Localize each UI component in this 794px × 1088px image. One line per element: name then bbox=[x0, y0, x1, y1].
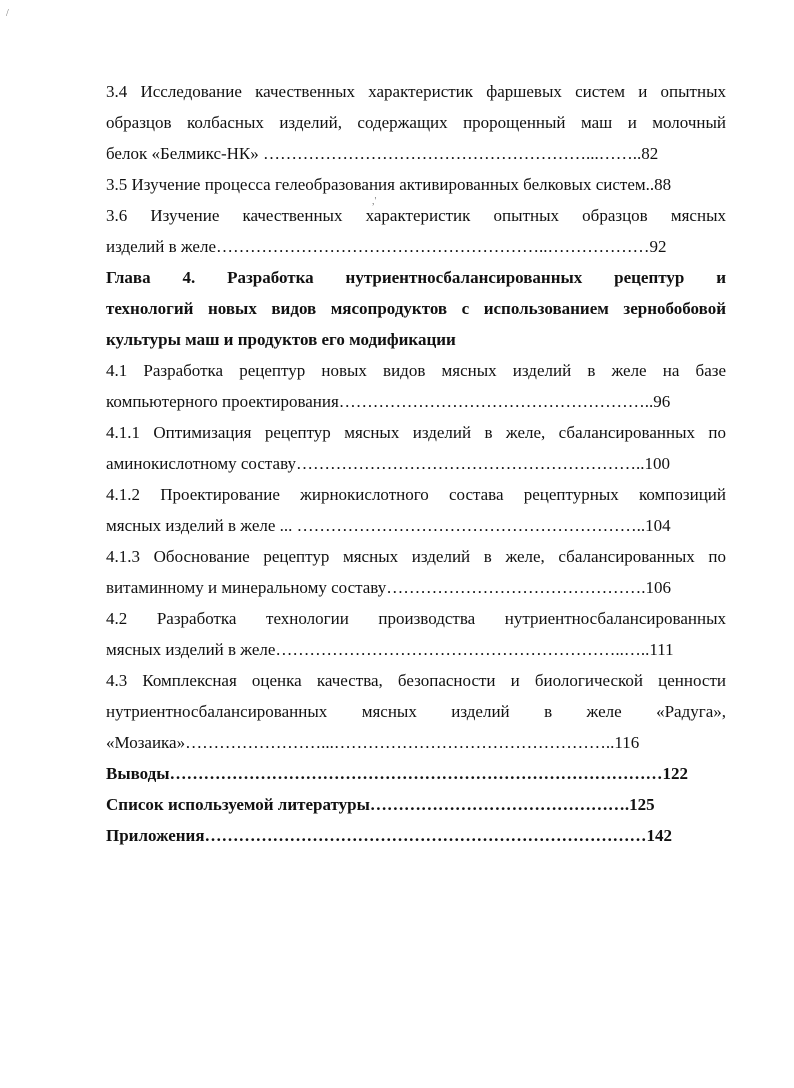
toc-line: белок «Белмикс-НК» …………………………………………………...……..82 bbox=[106, 144, 659, 163]
toc-line: 3.6 Изучение качественных характеристик опытных образцов мясных bbox=[106, 206, 726, 225]
toc-entry-4-3[interactable] bbox=[106, 665, 726, 758]
toc-entry-4-1-3[interactable] bbox=[106, 541, 726, 603]
toc-line: мясных изделий в желе ... ……………………………………………………..104 bbox=[106, 516, 671, 535]
toc-line: технологий новых видов мясопродуктов с использованием зернобобовой bbox=[106, 299, 726, 318]
toc-line: мясных изделий в желе……………………………………………………..…..111 bbox=[106, 640, 674, 659]
toc-line: нутриентносбалансированных мясных изделий в желе «Радуга», bbox=[106, 702, 726, 721]
toc-line: 3.4 Исследование качественных характеристик фаршевых систем и опытных bbox=[106, 82, 726, 101]
toc-chapter-4-heading[interactable] bbox=[106, 262, 726, 355]
toc-line: 3.5 Изучение процесса гелеобразования активированных белковых систем..88 bbox=[106, 175, 672, 194]
toc-line: 4.3 Комплексная оценка качества, безопасности и биологической ценности bbox=[106, 671, 726, 690]
toc-line: Глава 4. Разработка нутриентносбалансированных рецептур и bbox=[106, 268, 726, 287]
toc-line: образцов колбасных изделий, содержащих пророщенный маш и молочный bbox=[106, 113, 726, 132]
table-of-contents bbox=[106, 76, 726, 851]
scan-artifact: / bbox=[6, 8, 9, 19]
toc-entry-4-1-1[interactable] bbox=[106, 417, 726, 479]
toc-entry-4-1-2[interactable] bbox=[106, 479, 726, 541]
toc-line: Список используемой литературы……………………………………….125 bbox=[106, 795, 655, 814]
toc-entry-3-4[interactable] bbox=[106, 76, 726, 169]
toc-entry-4-1[interactable] bbox=[106, 355, 726, 417]
toc-line: 4.1.3 Обоснование рецептур мясных изделий в желе, сбалансированных по bbox=[106, 547, 726, 566]
scan-artifact: ,' bbox=[372, 196, 377, 207]
toc-entry-appendices[interactable] bbox=[106, 820, 726, 851]
toc-line: 4.1.1 Оптимизация рецептур мясных изделий в желе, сбалансированных по bbox=[106, 423, 726, 442]
toc-line: Приложения……………………………………………………………………142 bbox=[106, 826, 673, 845]
toc-entry-references[interactable] bbox=[106, 789, 726, 820]
toc-line: компьютерного проектирования………………………………………………..96 bbox=[106, 392, 671, 411]
toc-line: 4.1 Разработка рецептур новых видов мясных изделий в желе на базе bbox=[106, 361, 726, 380]
toc-line: культуры маш и продуктов его модификации bbox=[106, 330, 456, 349]
toc-line: 4.2 Разработка технологии производства нутриентносбалансированных bbox=[106, 609, 726, 628]
toc-line: аминокислотному составу……………………………………………………..100 bbox=[106, 454, 671, 473]
toc-entry-3-5[interactable] bbox=[106, 169, 726, 200]
toc-entry-3-6[interactable] bbox=[106, 200, 726, 262]
toc-entry-4-2[interactable] bbox=[106, 603, 726, 665]
toc-line: «Мозаика»……………………...…………………………………………..116 bbox=[106, 733, 640, 752]
toc-line: 4.1.2 Проектирование жирнокислотного состава рецептурных композиций bbox=[106, 485, 726, 504]
toc-line: витаминному и минеральному составу……………………………………….106 bbox=[106, 578, 671, 597]
toc-entry-conclusions[interactable] bbox=[106, 758, 726, 789]
toc-line: Выводы……………………………………………………………………………122 bbox=[106, 764, 689, 783]
toc-line: изделий в желе…………………………………………………..………………92 bbox=[106, 237, 667, 256]
